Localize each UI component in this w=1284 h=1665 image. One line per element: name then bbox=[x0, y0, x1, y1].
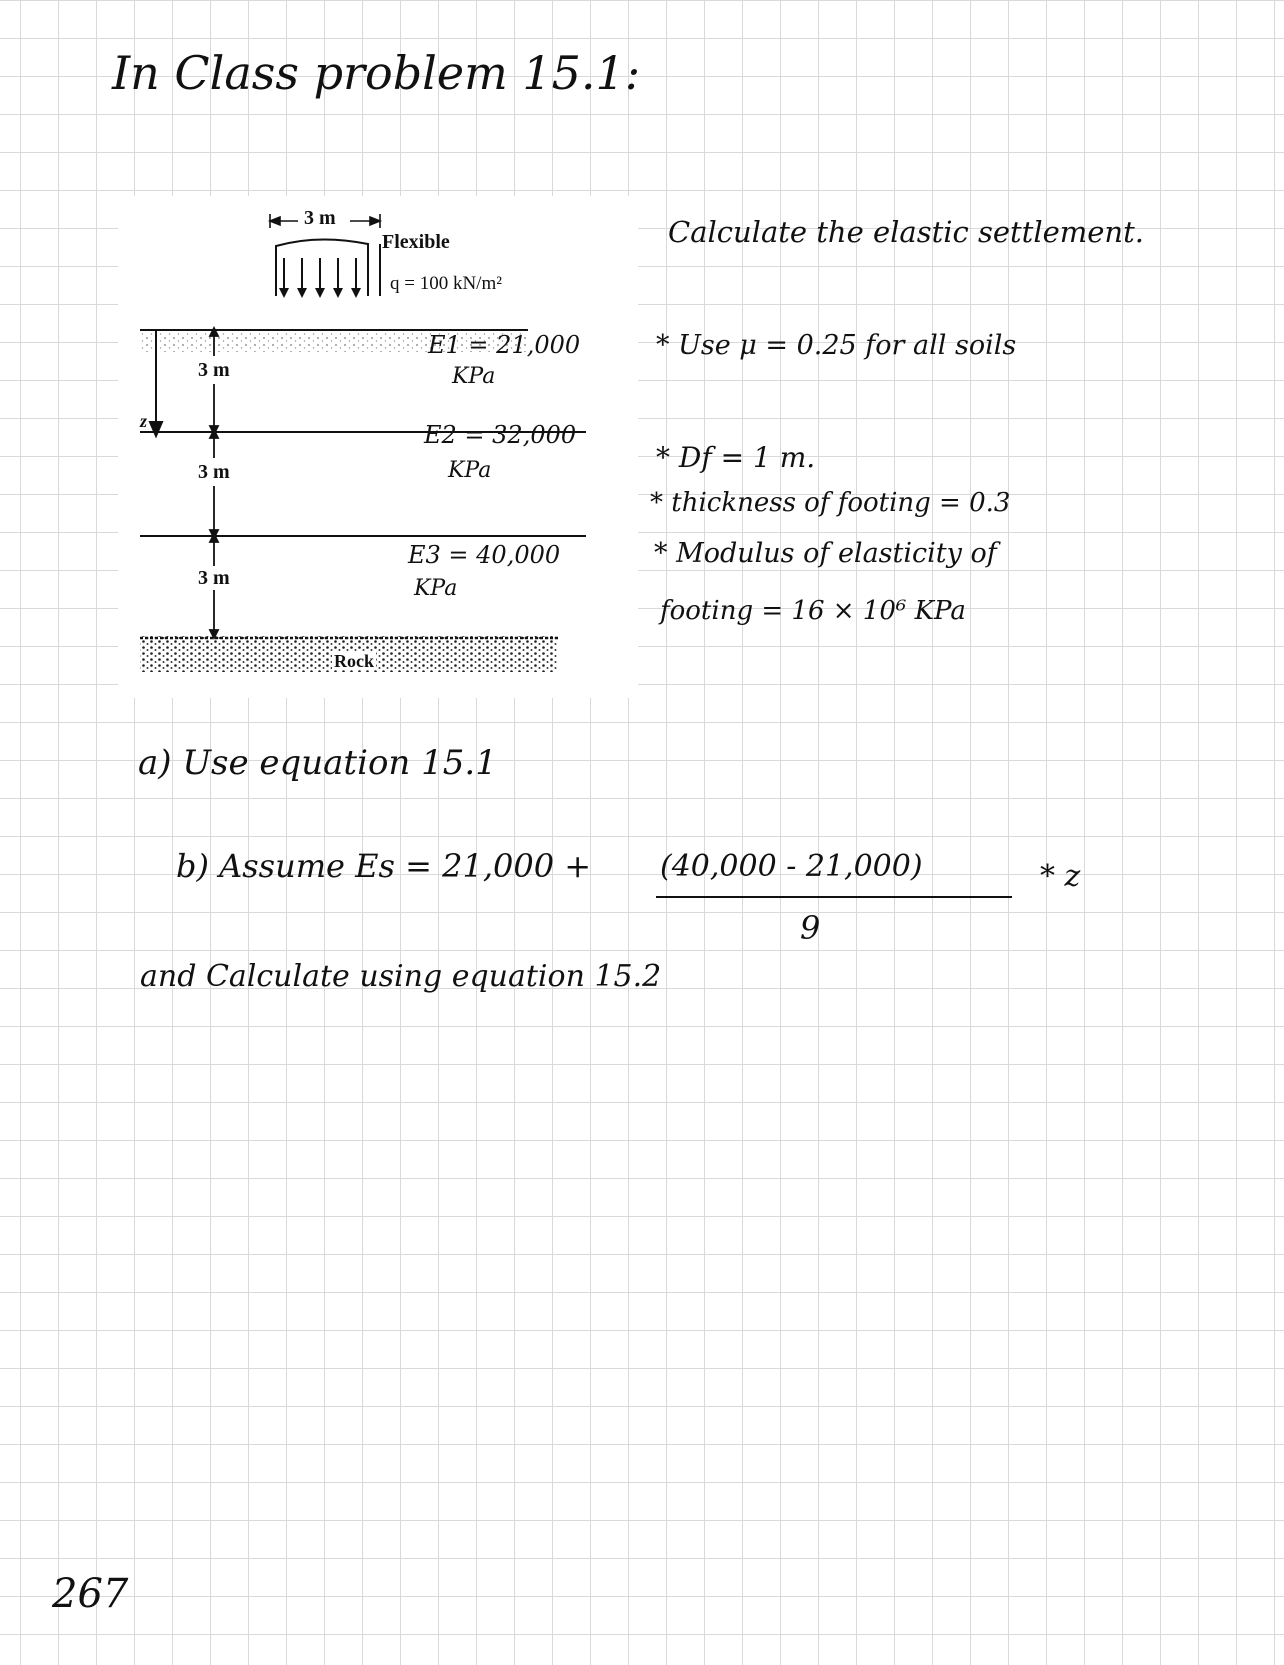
question-b-prefix: b) Assume Es = 21,000 + bbox=[176, 847, 592, 885]
rock-label: Rock bbox=[334, 651, 374, 671]
e3-label: E3 = 40,000 bbox=[408, 541, 561, 569]
e3-unit: KPa bbox=[414, 576, 458, 601]
modulus-note-line1: * Modulus of elasticity of bbox=[654, 538, 997, 569]
e1-unit: KPa bbox=[452, 364, 496, 389]
question-b-suffix: * z bbox=[1040, 859, 1081, 894]
page-title: In Class problem 15.1: bbox=[112, 46, 641, 100]
depth-axis-label: z bbox=[140, 411, 148, 431]
task-statement: Calculate the elastic settlement. bbox=[668, 215, 1144, 249]
question-b-numerator: (40,000 - 21,000) bbox=[660, 849, 923, 884]
question-a: a) Use equation 15.1 bbox=[138, 743, 497, 783]
fraction-bar bbox=[656, 896, 1012, 898]
width-label: 3 m bbox=[304, 207, 336, 229]
question-b-line2: and Calculate using equation 15.2 bbox=[140, 959, 662, 994]
df-note: * Df = 1 m. bbox=[656, 441, 816, 474]
modulus-note-line2: footing = 16 × 10⁶ KPa bbox=[660, 596, 966, 626]
e1-label: E1 = 21,000 bbox=[428, 331, 581, 359]
page-number: 267 bbox=[52, 1571, 129, 1617]
layer1-thickness-label: 3 m bbox=[198, 359, 230, 381]
question-b-denominator: 9 bbox=[800, 909, 821, 947]
footing-type-label: Flexible bbox=[382, 231, 450, 253]
flexible-footing-load bbox=[276, 239, 380, 296]
layer2-thickness-label: 3 m bbox=[198, 461, 230, 483]
thickness-note: * thickness of footing = 0.3 bbox=[650, 488, 1011, 518]
e2-unit: KPa bbox=[448, 458, 492, 483]
load-label: q = 100 kN/m² bbox=[390, 273, 502, 294]
poisson-note: * Use μ = 0.25 for all soils bbox=[656, 330, 1017, 361]
e2-label: E2 = 32,000 bbox=[424, 421, 577, 449]
layer3-thickness-label: 3 m bbox=[198, 567, 230, 589]
soil-profile-figure bbox=[118, 196, 638, 698]
